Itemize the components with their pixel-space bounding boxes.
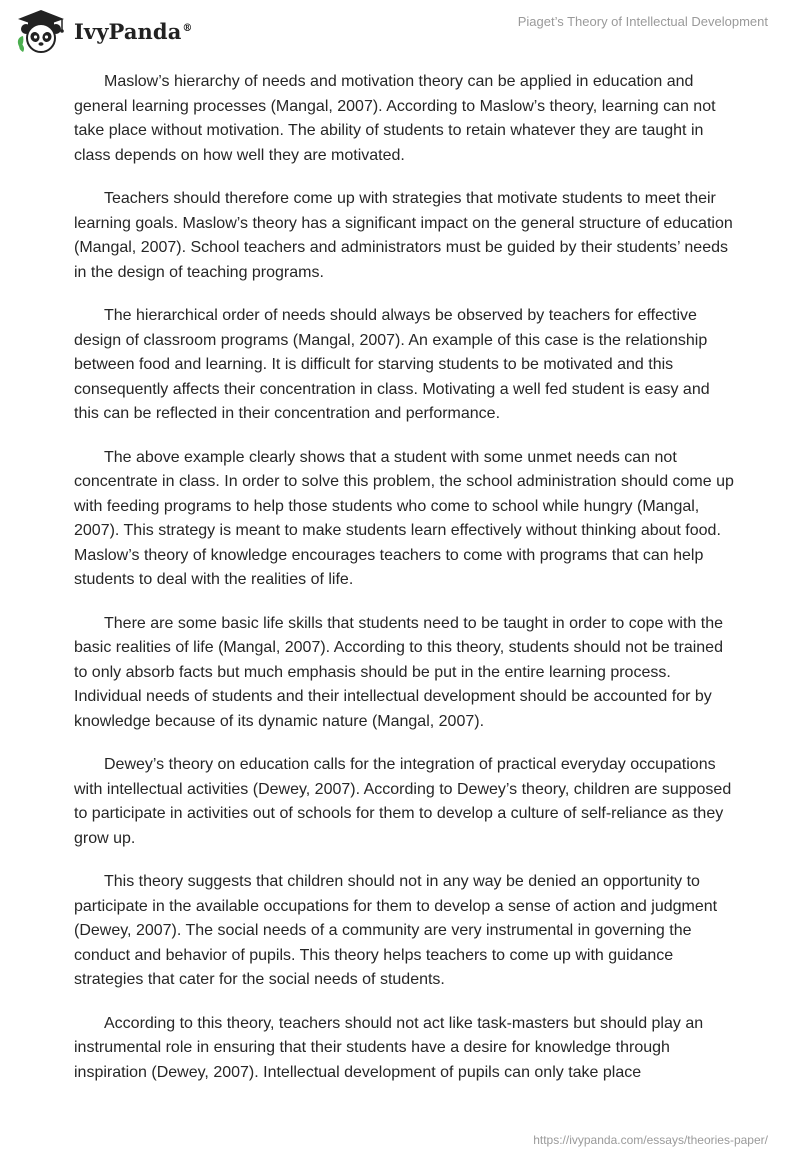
paragraph-4: The above example clearly shows that a student with some unmet needs can not concentrate in class. In order to solve this problem, the school administration should come up with feeding programs to help those students who come to school while hungry (Mangal, 2007). This strategy is meant to make students learn effectively without thinking about food. Maslow’s theory of knowledge encourages teachers to come with programs that can help students to deal with the realities of life. bbox=[74, 448, 734, 588]
document-title: Piaget’s Theory of Intellectual Development bbox=[517, 14, 768, 29]
paragraph-5: There are some basic life skills that students need to be taught in order to cope with the basic realities of life (Mangal, 2007). According to this theory, students should not be trained to only absorb facts but much emphasis should be put in the entire learning process. Individual needs of students and their intellectual development should be accounted for by knowledge because of its dynamic nature (Mangal, 2007). bbox=[74, 614, 724, 730]
brand-name: IvyPanda® bbox=[74, 18, 193, 44]
paragraph-3: The hierarchical order of needs should always be observed by teachers for effective design of classroom programs (Mangal, 2007). An example of this case is the relationship between food and learning. It is difficult for starving students to be motivated and this consequently affects their concentration in class. Motivating a well fed student is easy and this can be reflected in their concentration and performance. bbox=[74, 307, 710, 422]
essay-body bbox=[74, 70, 734, 1104]
paragraph-8: According to this theory, teachers should not act like task-masters but should play an instrumental role in ensuring that their students have a desire for knowledge through inspiration (Dewey, 2007). Intellectual development of pupils can only take place bbox=[74, 1014, 704, 1081]
paragraph-1: Maslow’s hierarchy of needs and motivation theory can be applied in education and general learning processes (Mangal, 2007). According to Maslow’s theory, learning can not take place without motivation. The ability of students to retain whatever they are taught in class depends on how well they are motivated. bbox=[74, 73, 716, 164]
paragraph-7: This theory suggests that children should not in any way be denied an opportunity to participate in the available occupations for them to develop a sense of action and judgment (Dewey, 2007). The social needs of a community are very instrumental in governing the conduct and behavior of pupils. This theory helps teachers to come up with guidance strategies that cater for the social needs of students. bbox=[74, 873, 718, 988]
paragraph-2: Teachers should therefore come up with strategies that motivate students to meet their learning goals. Maslow’s theory has a significant impact on the general structure of education (Mangal, 2007). School teachers and administrators must be guided by their students’ needs in the design of teaching programs. bbox=[74, 190, 733, 281]
registered-mark: ® bbox=[182, 22, 193, 34]
paragraph-6: Dewey’s theory on education calls for the integration of practical everyday occupations with intellectual activities (Dewey, 2007). According to Dewey’s theory, children are supposed to participate in activities out of schools for them to develop a culture of self-reliance as they grow up. bbox=[74, 756, 732, 847]
ivypanda-logo[interactable] bbox=[14, 8, 193, 54]
source-url[interactable]: https://ivypanda.com/essays/theories-paper/ bbox=[533, 1133, 768, 1147]
panda-graduation-cap-icon bbox=[14, 8, 68, 54]
page-header bbox=[0, 0, 800, 60]
